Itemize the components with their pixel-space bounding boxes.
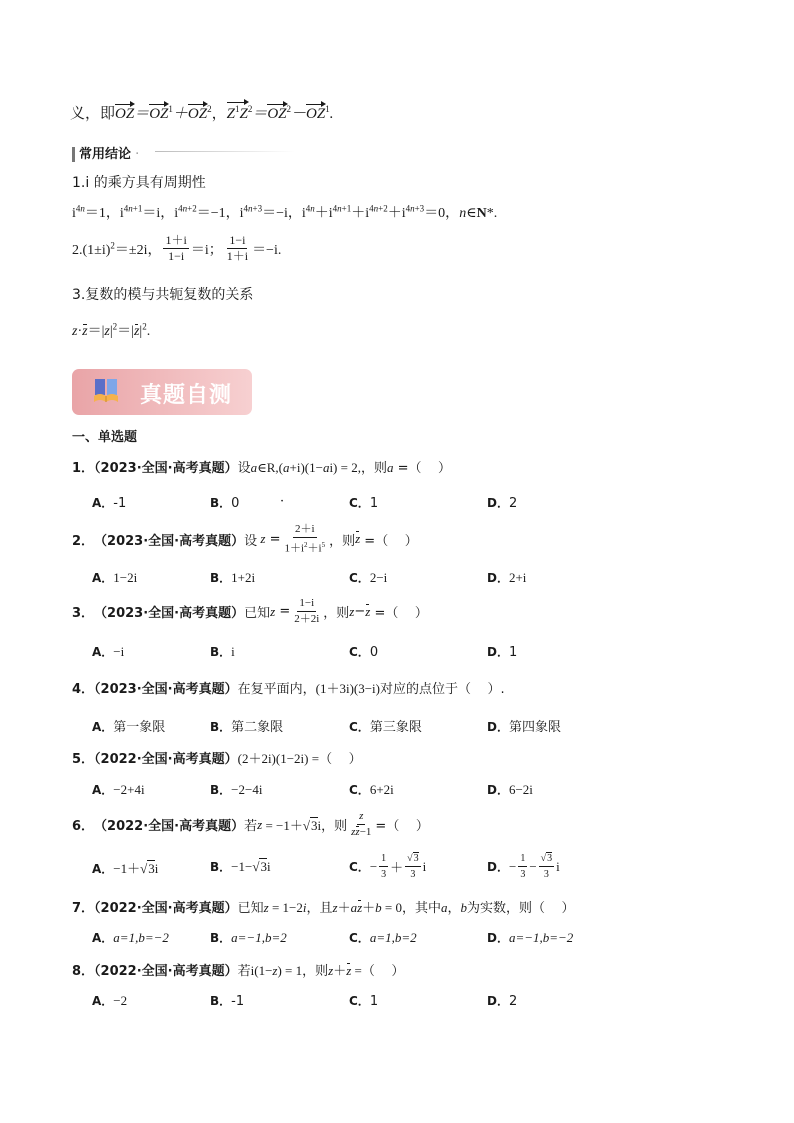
q3-option-c[interactable]: C．0 <box>349 645 379 660</box>
conclusion-1-formula: $i^{4n}=1$，$i^{4n+1}=i$，$i^{4n+2}=-1$，$i^{4n+3}=-i$，$i^{4n}+i^{4n+1}+i^{4n+2}+i^{4n+3}=0$，n∈N*. <box>72 203 498 221</box>
q5-option-b[interactable]: B．−2−4i <box>210 782 263 797</box>
q5-option-a[interactable]: A．−2+4i <box>92 782 145 797</box>
q4-option-a[interactable]: A．第一象限 <box>92 720 166 735</box>
q2-option-a[interactable]: A．1−2i <box>92 570 138 585</box>
question-5: 5．（2022·全国·高考真题）(2＋2i)(1−2i) =（ ） <box>72 751 362 767</box>
heading-rule <box>155 151 295 152</box>
q8-option-d[interactable]: D．2 <box>487 994 518 1009</box>
q1-option-a[interactable]: A．-1 <box>92 496 127 511</box>
q6-option-d[interactable]: D． − $\frac{1}{3}$ − $\frac{√3}{3}$ i <box>487 853 560 880</box>
q2-option-d[interactable]: D．2+i <box>487 570 527 585</box>
banner-title: 真题自测 <box>140 383 233 408</box>
common-conclusions-heading: 常用结论 · <box>72 143 139 162</box>
vector-equation-2: $Z^1Z^2=OZ^2-OZ^1$. <box>226 104 334 122</box>
conclusion-3-title: 3.复数的模与共轭复数的关系 <box>72 287 254 303</box>
question-8: 8．（2022·全国·高考真题）若i(1−z) = 1，则z＋z =（ ） <box>72 963 405 979</box>
q1-option-c[interactable]: C．1 <box>349 496 379 511</box>
intro-prefix: 义，即 <box>70 104 116 122</box>
question-1: 1．（2023·全国·高考真题）设a∈R,(a+i)(1−ai) = 2,，则a =（ ） <box>72 460 452 476</box>
vector-equation-1: $OZ=OZ^1+OZ^2$ <box>115 104 212 122</box>
conclusion-3-formula: $z\cdot z=|z|^2=|z|^2$. <box>72 321 151 339</box>
question-6: 6． （2022·全国·高考真题） 若 z = −1＋√3i ，则 $\frac{z}{zz-1}$ =（ ） <box>72 810 429 838</box>
q5-option-c[interactable]: C．6+2i <box>349 782 394 797</box>
q6-option-a[interactable]: A．−1＋√3i <box>92 861 159 876</box>
q2-option-b[interactable]: B．1+2i <box>210 570 256 585</box>
q7-option-b[interactable]: B．a=−1,b=2 <box>210 930 287 945</box>
q6-option-b[interactable]: B．−1−√3i <box>210 859 271 874</box>
q8-option-c[interactable]: C．1 <box>349 994 379 1009</box>
q2-option-c[interactable]: C．2−i <box>349 570 388 585</box>
conclusion-1-title: 1.i 的乘方具有周期性 <box>72 175 206 191</box>
q8-option-a[interactable]: A．−2 <box>92 993 128 1008</box>
q7-option-d[interactable]: D．a=−1,b=−2 <box>487 930 574 945</box>
conclusion-2: $2.(1\pm i)^2=\pm 2i$， $\frac{1+i}{1-i}$ ＝i； $\frac{1-i}{1+i}$ ＝−i. <box>72 233 282 263</box>
q7-option-c[interactable]: C．a=1,b=2 <box>349 930 417 945</box>
heading-bar <box>72 147 75 162</box>
q4-option-d[interactable]: D．第四象限 <box>487 720 561 735</box>
q4-option-c[interactable]: C．第三象限 <box>349 720 422 735</box>
intro-line <box>70 102 333 123</box>
question-2: 2． （2023·全国·高考真题） 设 z = $\frac{2+i}{1+i^2+i^5}$ ，则 z =（ ） <box>72 523 418 555</box>
book-icon <box>92 376 120 410</box>
q3-option-a[interactable]: A．−i <box>92 644 125 659</box>
q7-option-a[interactable]: A．a=1,b=−2 <box>92 930 169 945</box>
q4-option-b[interactable]: B．第二象限 <box>210 720 284 735</box>
q1-option-d[interactable]: D．2 <box>487 496 518 511</box>
q3-option-b[interactable]: B．i <box>210 644 235 659</box>
intro-sep: ， <box>211 104 227 122</box>
q8-option-b[interactable]: B．-1 <box>210 994 245 1009</box>
stray-dot: · <box>280 494 285 509</box>
q6-option-c[interactable]: C． − $\frac{1}{3}$ ＋ $\frac{√3}{3}$ i <box>349 853 427 880</box>
question-3: 3． （2023·全国·高考真题） 已知 z = $\frac{1-i}{2+2i}$ ，则 z − z =（ ） <box>72 597 428 625</box>
q1-option-b[interactable]: B．0 <box>210 496 240 511</box>
question-7: 7．（2022·全国·高考真题）已知z = 1−2i，且z＋az＋b = 0，其中a，b为实数，则（ ） <box>72 900 575 916</box>
q3-option-d[interactable]: D．1 <box>487 645 518 660</box>
q5-option-d[interactable]: D．6−2i <box>487 782 533 797</box>
question-4: 4．（2023·全国·高考真题）在复平面内，(1＋3i)(3−i)对应的点位于（ ）. <box>72 681 505 697</box>
heading-dot-icon: · <box>131 147 140 162</box>
section-label: 一、单选题 <box>72 430 138 445</box>
